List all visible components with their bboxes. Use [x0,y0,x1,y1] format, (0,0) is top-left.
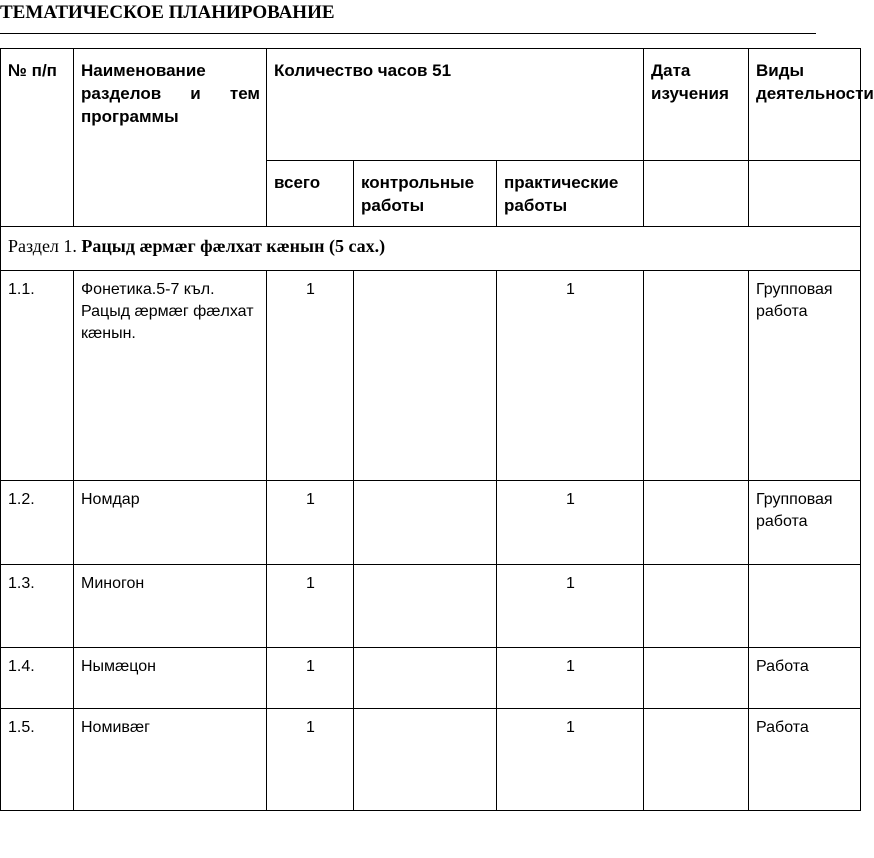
header-name [74,49,267,227]
table-row [1,271,861,481]
row-total: 1 [267,565,354,648]
title-divider [0,33,816,34]
row-activity: Работа [749,648,861,709]
subheader-practical: практические работы [497,161,644,227]
row-date [644,709,749,811]
row-practical: 1 [497,709,644,811]
page-title: ТЕМАТИЧЕСКОЕ ПЛАНИРОВАНИЕ [0,2,335,23]
planning-table-container [0,48,874,818]
row-date [644,648,749,709]
row-name: Номдар [74,481,267,565]
header-hours: Количество часов 51 [267,49,644,161]
section-cell [1,227,861,271]
row-name: Миногон [74,565,267,648]
row-num: 1.3. [1,565,74,648]
row-num: 1.4. [1,648,74,709]
subheader-control: контрольные работы [354,161,497,227]
row-control [354,709,497,811]
header-date: Дата изучения [644,49,749,161]
subheader-activity-empty [749,161,861,227]
planning-table [0,48,874,811]
row-num: 1.2. [1,481,74,565]
row-practical: 1 [497,271,644,481]
header-name-text: Наименование разделов и тем программы [81,61,260,126]
row-activity [749,565,861,648]
row-total: 1 [267,481,354,565]
row-control [354,648,497,709]
row-name: Нымæцон [74,648,267,709]
row-control [354,565,497,648]
row-control [354,271,497,481]
row-date [644,565,749,648]
header-row [1,49,861,161]
subheader-total: всего [267,161,354,227]
row-name: Фонетика.5-7 къл. Рацыд æрмæг фæлхат кæнын. [74,271,267,481]
row-practical: 1 [497,565,644,648]
header-activity: Виды деятельности [749,49,861,161]
table-row [1,565,861,648]
row-num: 1.1. [1,271,74,481]
row-activity: Работа [749,709,861,811]
row-practical: 1 [497,648,644,709]
section-row [1,227,861,271]
row-name: Номивæг [74,709,267,811]
section-prefix: Раздел 1. [8,236,77,256]
table-row [1,648,861,709]
row-total: 1 [267,271,354,481]
row-control [354,481,497,565]
row-date [644,481,749,565]
subheader-date-empty [644,161,749,227]
row-date [644,271,749,481]
row-num: 1.5. [1,709,74,811]
row-total: 1 [267,648,354,709]
header-num: № п/п [1,49,74,227]
row-practical: 1 [497,481,644,565]
section-title: Рацыд æрмæг фæлхат кæнын (5 сах.) [81,236,386,256]
table-row [1,481,861,565]
row-activity: Групповая работа [749,271,861,481]
row-activity: Групповая работа [749,481,861,565]
table-row [1,709,861,811]
row-total: 1 [267,709,354,811]
